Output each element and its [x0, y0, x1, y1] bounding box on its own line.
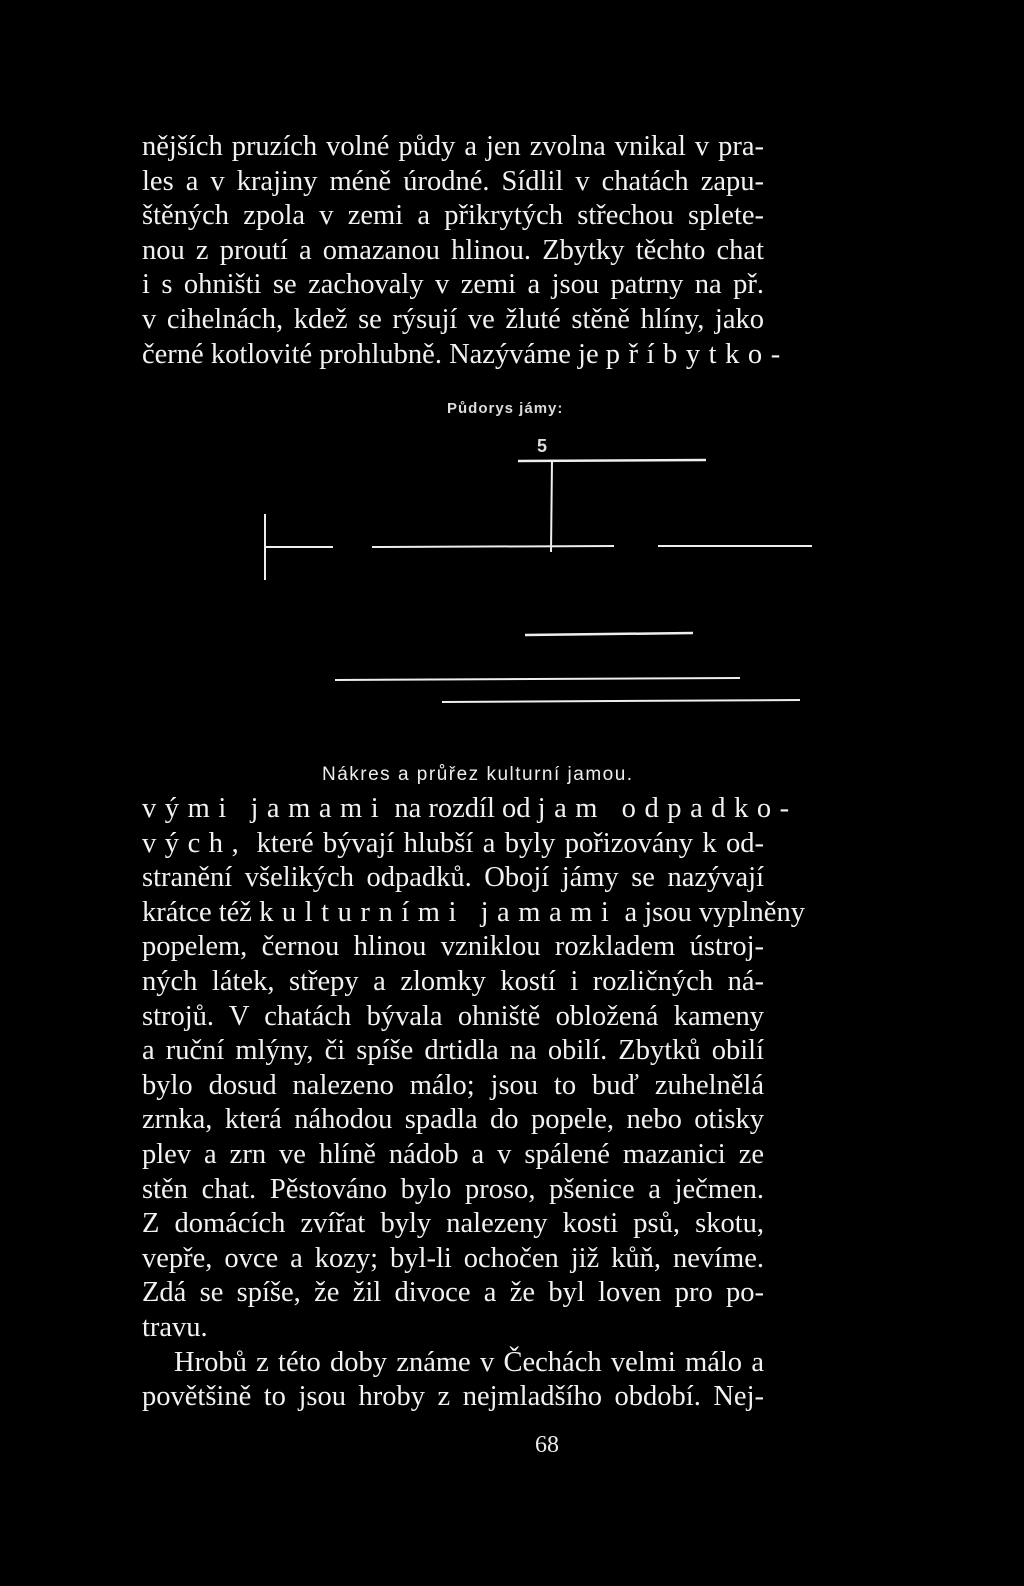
- text-line: bylo dosud nalezeno málo; jsou to buď zuhelnělá: [142, 1069, 764, 1101]
- text-line: Hrobů z této doby známe v Čechách velmi málo a: [174, 1346, 764, 1378]
- figure-number: 5: [537, 436, 548, 456]
- text-line: i s ohništi se zachovaly v zemi a jsou patrny na př.: [142, 269, 764, 301]
- text-line: Zdá se spíše, že žil divoce a že byl loven pro po-: [142, 1277, 764, 1309]
- text-span: krátce též: [142, 896, 260, 928]
- figure-line: [551, 460, 552, 552]
- text-line: strojů. V chatách bývala ohniště obložená kameny: [142, 1000, 764, 1032]
- figure-line: [335, 678, 740, 680]
- text-line: a ruční mlýny, či spíše drtidla na obilí. Zbytků obilí: [142, 1035, 764, 1067]
- text-line: vepře, ovce a kozy; byl-li ochočen již kůň, nevíme.: [142, 1242, 764, 1274]
- spaced-term: jam odpadko-: [537, 793, 798, 824]
- paragraph-middle: [142, 792, 805, 1415]
- spaced-term: kulturními jamami: [259, 896, 618, 928]
- figure-line: [525, 633, 693, 635]
- text-line: v cihelnách, kdež se rýsují ve žluté stěně hlíny, jako: [142, 303, 764, 335]
- figure-line: [518, 460, 706, 461]
- text-line: travu.: [142, 1311, 208, 1343]
- text-line: [142, 827, 764, 862]
- text-line: stěn chat. Pěstováno bylo proso, pšenice a ječmen.: [142, 1173, 764, 1205]
- text-span: černé kotlovité prohlubně. Nazýváme je: [142, 338, 606, 370]
- text-span: na rozdíl od: [387, 793, 538, 824]
- figure-caption: Nákres a průřez kulturní jamou.: [322, 764, 634, 785]
- text-span: a jsou vyplněny: [617, 896, 805, 928]
- text-line: plev a zrn ve hlíně nádob a v spálené mazanici ze: [142, 1138, 764, 1170]
- text-line: nějších pruzích volné půdy a jen zvolna vnikal v pra-: [142, 131, 764, 162]
- text-line: Z domácích zvířat byly nalezeny kosti psů, skotu,: [142, 1208, 764, 1240]
- text-line: stranění všelikých odpadků. Obojí jámy se nazývají: [142, 862, 764, 894]
- page-number: 68: [535, 1432, 559, 1458]
- text-span: které bývají hlubší a byly pořizovány k od-: [247, 827, 764, 859]
- spaced-term: příbytko-: [605, 338, 789, 370]
- spaced-term: vými jamami: [142, 793, 388, 824]
- text-line: ných látek, střepy a zlomky kostí i rozličných ná-: [142, 965, 764, 997]
- figure-label: Půdorys jámy:: [447, 400, 564, 417]
- text-line: zrnka, která náhodou spadla do popele, nebo otisky: [142, 1104, 764, 1136]
- text-line: nou z proutí a omazanou hlinou. Zbytky těchto chat: [142, 234, 764, 266]
- figure-line: [372, 546, 614, 547]
- text-line: [142, 896, 805, 931]
- text-line: popelem, černou hlinou vzniklou rozkladem ústroj-: [142, 931, 764, 963]
- spaced-term: vých,: [142, 827, 248, 859]
- text-line: štěných zpola v zemi a přikrytých střechou splete-: [142, 200, 764, 232]
- text-line: [142, 792, 798, 827]
- text-line: les a v krajiny méně úrodné. Sídlil v chatách zapu-: [142, 165, 764, 197]
- figure-line: [442, 700, 800, 702]
- text-line: povětšině to jsou hroby z nejmladšího období. Nej-: [142, 1381, 764, 1413]
- pit-cross-section-drawing: [0, 0, 1024, 720]
